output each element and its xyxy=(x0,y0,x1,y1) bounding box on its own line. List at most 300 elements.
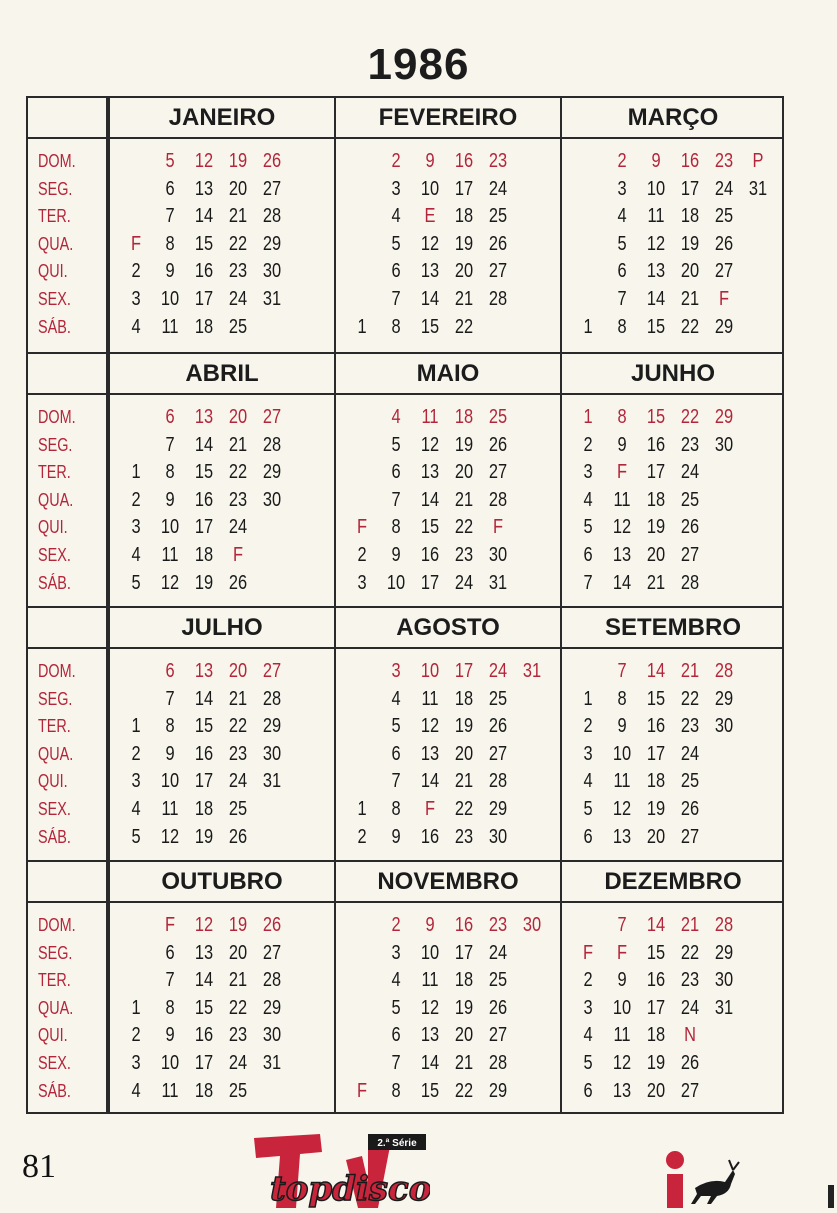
day-cell: 9 xyxy=(391,544,401,566)
day-cell: 3 xyxy=(357,571,367,594)
day-cell: 2 xyxy=(357,544,367,566)
day-cell: 16 xyxy=(646,433,666,456)
day-cell: 4 xyxy=(391,406,401,428)
day-cell: 11 xyxy=(161,544,179,566)
day-cell: 8 xyxy=(391,516,401,539)
day-cell: 28 xyxy=(488,1052,508,1074)
day-cell: 9 xyxy=(165,1024,175,1047)
day-cell: 8 xyxy=(165,232,175,255)
day-cell: 9 xyxy=(617,433,627,456)
day-cell: 7 xyxy=(391,288,401,310)
day-cell: 10 xyxy=(160,288,180,310)
day-cell: 10 xyxy=(420,660,440,682)
weekday-label: SEG. xyxy=(38,942,73,963)
day-cell: 12 xyxy=(420,232,440,255)
day-cell: 10 xyxy=(386,571,406,594)
day-cell: 17 xyxy=(194,288,214,310)
day-cell: 17 xyxy=(194,1052,214,1074)
header-corner xyxy=(28,354,108,393)
day-cell: 1 xyxy=(583,687,593,710)
day-cell: 22 xyxy=(454,798,474,820)
weekday-label: DOM. xyxy=(38,661,76,681)
day-cell: 30 xyxy=(488,544,508,566)
month-março xyxy=(560,98,784,352)
day-cell: 2 xyxy=(617,150,627,172)
calendar-grid xyxy=(26,96,784,1114)
day-cell: 13 xyxy=(646,260,666,283)
day-cell: 6 xyxy=(165,660,175,682)
day-cell: 4 xyxy=(131,315,141,338)
day-cell: 27 xyxy=(488,1024,508,1047)
day-cell: 28 xyxy=(262,433,282,456)
day-cell: 19 xyxy=(228,914,248,936)
day-cell: 15 xyxy=(420,315,440,338)
day-cell: 22 xyxy=(680,941,700,964)
day-cell: 21 xyxy=(680,288,700,310)
day-cell: 29 xyxy=(714,687,734,710)
day-cell: 23 xyxy=(488,914,508,936)
day-cell: 27 xyxy=(680,544,700,566)
day-cell: 22 xyxy=(228,715,248,738)
day-cell: 17 xyxy=(680,177,700,200)
day-cell: 3 xyxy=(391,941,401,964)
day-cell: 26 xyxy=(488,715,508,738)
day-cell: 10 xyxy=(612,742,632,765)
weekday-label: QUI. xyxy=(38,771,68,792)
day-cell: 20 xyxy=(228,941,248,964)
day-cell: 3 xyxy=(583,742,593,765)
weekday-label: SEX. xyxy=(38,545,71,565)
day-cell: 13 xyxy=(420,260,440,283)
day-cell: 13 xyxy=(420,742,440,765)
day-cell: 3 xyxy=(391,177,401,200)
day-cell: 27 xyxy=(714,260,734,283)
month-maio xyxy=(334,354,560,608)
day-cell: 11 xyxy=(647,205,665,228)
tv-mark-label: TV xyxy=(260,1150,262,1151)
day-cell: 25 xyxy=(228,798,248,820)
day-cell: 28 xyxy=(262,205,282,228)
day-cell: 21 xyxy=(454,488,474,511)
day-cell: 28 xyxy=(262,687,282,710)
day-cell: 1 xyxy=(357,315,367,338)
day-cell: 21 xyxy=(228,687,248,710)
weekday-column xyxy=(28,139,108,352)
day-cell: 30 xyxy=(714,715,734,738)
day-cell: 31 xyxy=(748,177,768,200)
day-cell: 13 xyxy=(612,825,632,848)
day-cell: 7 xyxy=(583,571,593,594)
day-cell: 5 xyxy=(583,1052,593,1074)
day-cell: 4 xyxy=(131,798,141,820)
day-cell: 19 xyxy=(454,232,474,255)
day-cell: 2 xyxy=(391,914,401,936)
day-cell: 13 xyxy=(612,1079,632,1102)
weekday-label: TER. xyxy=(38,206,71,227)
day-cell: 16 xyxy=(420,544,440,566)
day-cell: 12 xyxy=(194,914,214,936)
day-cell: 15 xyxy=(646,406,666,428)
day-cell: 23 xyxy=(488,150,508,172)
day-cell: 24 xyxy=(228,288,248,310)
month-name: JANEIRO xyxy=(168,104,276,131)
day-cell: F xyxy=(582,941,594,964)
day-cell: 14 xyxy=(420,488,440,511)
day-cell: 23 xyxy=(680,433,700,456)
day-cell: 18 xyxy=(646,1024,666,1047)
day-cell: 16 xyxy=(454,914,474,936)
quarter-row xyxy=(28,606,782,860)
day-cell: F xyxy=(356,1079,368,1102)
day-cell: 19 xyxy=(454,715,474,738)
weekday-label: SÁB. xyxy=(38,826,71,847)
day-cell: 25 xyxy=(680,770,700,793)
day-cell: 18 xyxy=(194,315,214,338)
day-cell: 12 xyxy=(612,516,632,539)
day-cell: 6 xyxy=(583,1079,593,1102)
day-cell: 26 xyxy=(228,825,248,848)
day-cell: 20 xyxy=(454,461,474,484)
day-cell: 10 xyxy=(160,1052,180,1074)
day-cell: 28 xyxy=(488,770,508,793)
quarter-row xyxy=(28,860,782,1114)
day-cell: 12 xyxy=(420,996,440,1019)
day-cell: 18 xyxy=(646,770,666,793)
weekday-label: QUA. xyxy=(38,233,74,254)
day-cell: 11 xyxy=(161,1079,179,1102)
day-cell: F xyxy=(232,544,244,566)
day-cell: 5 xyxy=(391,433,401,456)
day-cell: 22 xyxy=(228,996,248,1019)
day-cell: 12 xyxy=(646,232,666,255)
weekday-label: DOM. xyxy=(38,151,76,171)
day-cell: 16 xyxy=(420,825,440,848)
day-cell: 16 xyxy=(194,1024,214,1047)
day-cell: 5 xyxy=(131,825,141,848)
day-cell: 9 xyxy=(617,715,627,738)
page-edge-mark xyxy=(828,1185,834,1208)
month-name: ABRIL xyxy=(185,360,259,387)
day-cell: 28 xyxy=(714,660,734,682)
day-cell: 8 xyxy=(617,406,627,428)
day-cell: 9 xyxy=(165,742,175,765)
day-cell: 6 xyxy=(391,260,401,283)
day-cell: 2 xyxy=(131,488,141,511)
day-cell: 7 xyxy=(617,914,627,936)
day-cell: 17 xyxy=(454,941,474,964)
day-cell: 26 xyxy=(488,232,508,255)
day-cell: 26 xyxy=(262,914,282,936)
day-cell: 4 xyxy=(131,544,141,566)
day-cell: 25 xyxy=(488,687,508,710)
weekday-label: SEG. xyxy=(38,688,73,709)
day-cell: 4 xyxy=(583,1024,593,1047)
day-cell: 26 xyxy=(680,798,700,820)
day-cell: 9 xyxy=(651,150,661,172)
weekday-label: QUI. xyxy=(38,1025,68,1046)
day-cell: 21 xyxy=(228,433,248,456)
day-cell: 15 xyxy=(194,996,214,1019)
day-cell: 11 xyxy=(421,406,439,428)
day-cell: 15 xyxy=(420,1079,440,1102)
day-cell: 20 xyxy=(646,825,666,848)
weekday-label: TER. xyxy=(38,970,71,991)
day-cell: 5 xyxy=(131,571,141,594)
month-name: DEZEMBRO xyxy=(604,868,742,895)
day-cell: 10 xyxy=(160,770,180,793)
day-cell: 9 xyxy=(391,825,401,848)
weekday-label: QUI. xyxy=(38,261,68,282)
month-abril xyxy=(108,354,334,608)
day-cell: 25 xyxy=(488,406,508,428)
day-cell: 6 xyxy=(391,742,401,765)
day-cell: 16 xyxy=(646,715,666,738)
day-cell: 7 xyxy=(617,288,627,310)
day-cell: 12 xyxy=(160,571,180,594)
day-cell: 8 xyxy=(165,715,175,738)
day-cell: 20 xyxy=(646,544,666,566)
day-cell: F xyxy=(718,288,730,310)
day-cell: 25 xyxy=(488,205,508,228)
day-cell: 14 xyxy=(646,288,666,310)
day-cell: 29 xyxy=(262,996,282,1019)
day-cell: 30 xyxy=(262,742,282,765)
day-cell: 6 xyxy=(391,461,401,484)
day-cell: 28 xyxy=(488,488,508,511)
weekday-label: TER. xyxy=(38,716,71,737)
day-cell: 5 xyxy=(617,232,627,255)
month-name: JULHO xyxy=(181,614,263,641)
day-cell: 7 xyxy=(391,488,401,511)
day-cell: 5 xyxy=(391,715,401,738)
day-cell: 15 xyxy=(646,315,666,338)
month-name: OUTUBRO xyxy=(161,868,283,895)
day-cell: 18 xyxy=(454,406,474,428)
day-cell: 23 xyxy=(228,742,248,765)
day-cell: F xyxy=(616,461,628,484)
day-cell: 18 xyxy=(194,798,214,820)
quarter-row xyxy=(28,352,782,606)
day-cell: 21 xyxy=(454,288,474,310)
day-cell: 12 xyxy=(420,433,440,456)
day-cell: 4 xyxy=(391,687,401,710)
day-cell: 4 xyxy=(617,205,627,228)
day-cell: 2 xyxy=(583,969,593,992)
day-cell: 19 xyxy=(646,798,666,820)
day-cell: 3 xyxy=(391,660,401,682)
day-cell: 12 xyxy=(194,150,214,172)
day-cell: 20 xyxy=(454,742,474,765)
day-cell: 20 xyxy=(454,260,474,283)
day-cell: 26 xyxy=(680,1052,700,1074)
day-cell: 18 xyxy=(680,205,700,228)
day-cell: F xyxy=(616,941,628,964)
day-cell: 11 xyxy=(613,1024,631,1047)
day-cell: 1 xyxy=(131,996,141,1019)
day-cell: 25 xyxy=(680,488,700,511)
day-cell: 17 xyxy=(646,742,666,765)
day-cell: 2 xyxy=(131,742,141,765)
day-cell: 4 xyxy=(131,1079,141,1102)
day-cell: 30 xyxy=(262,488,282,511)
topdisco-tv-logo xyxy=(250,1130,430,1208)
day-cell: 26 xyxy=(228,571,248,594)
day-cell: 24 xyxy=(488,660,508,682)
day-cell: 7 xyxy=(617,660,627,682)
day-cell: 27 xyxy=(262,660,282,682)
day-cell: 14 xyxy=(420,770,440,793)
day-cell: 12 xyxy=(612,798,632,820)
day-cell: 21 xyxy=(454,1052,474,1074)
day-cell: 29 xyxy=(714,941,734,964)
day-cell: 19 xyxy=(194,825,214,848)
day-cell: 27 xyxy=(262,177,282,200)
weekday-column xyxy=(28,649,108,862)
day-cell: 6 xyxy=(165,406,175,428)
weekday-column xyxy=(28,903,108,1114)
weekday-label: QUA. xyxy=(38,489,74,510)
day-cell: 31 xyxy=(714,996,734,1019)
month-fevereiro xyxy=(334,98,560,352)
day-cell: 9 xyxy=(425,150,435,172)
day-cell: 23 xyxy=(454,825,474,848)
day-cell: 6 xyxy=(165,941,175,964)
day-cell: 23 xyxy=(228,260,248,283)
day-cell: 28 xyxy=(714,914,734,936)
day-cell: 3 xyxy=(131,288,141,310)
header-corner xyxy=(28,98,108,137)
day-cell: 4 xyxy=(583,770,593,793)
day-cell: 20 xyxy=(454,1024,474,1047)
day-cell: 15 xyxy=(194,461,214,484)
day-cell: 19 xyxy=(228,150,248,172)
day-cell: 13 xyxy=(420,461,440,484)
brand-label: topdisco xyxy=(270,1169,430,1208)
day-cell: 22 xyxy=(680,406,700,428)
month-name: MARÇO xyxy=(627,104,719,131)
day-cell: 10 xyxy=(160,516,180,539)
month-dezembro xyxy=(560,862,784,1114)
day-cell: 1 xyxy=(131,715,141,738)
day-cell: 30 xyxy=(488,825,508,848)
day-cell: 5 xyxy=(391,996,401,1019)
day-cell: 29 xyxy=(262,461,282,484)
day-cell: 6 xyxy=(583,825,593,848)
day-cell: 28 xyxy=(680,571,700,594)
day-cell: 31 xyxy=(262,770,282,793)
day-cell: 2 xyxy=(131,1024,141,1047)
day-cell: 16 xyxy=(194,488,214,511)
day-cell: 7 xyxy=(165,969,175,992)
day-cell: 26 xyxy=(488,996,508,1019)
day-cell: 29 xyxy=(714,406,734,428)
day-cell: 27 xyxy=(262,941,282,964)
day-cell: F xyxy=(492,516,504,539)
day-cell: 9 xyxy=(425,914,435,936)
day-cell: 2 xyxy=(357,825,367,848)
day-cell: 27 xyxy=(488,260,508,283)
day-cell: 6 xyxy=(165,177,175,200)
day-cell: 20 xyxy=(228,177,248,200)
day-cell: 15 xyxy=(194,232,214,255)
day-cell: 26 xyxy=(488,433,508,456)
day-cell: 27 xyxy=(680,1079,700,1102)
weekday-label: DOM. xyxy=(38,915,76,935)
day-cell: 23 xyxy=(228,1024,248,1047)
day-cell: 23 xyxy=(454,544,474,566)
day-cell: 6 xyxy=(583,544,593,566)
day-cell: 17 xyxy=(420,571,440,594)
day-cell: 23 xyxy=(228,488,248,511)
day-cell: 24 xyxy=(680,996,700,1019)
day-cell: 13 xyxy=(194,941,214,964)
day-cell: 8 xyxy=(391,315,401,338)
day-cell: 4 xyxy=(583,488,593,511)
weekday-column xyxy=(28,395,108,608)
day-cell: 5 xyxy=(583,798,593,820)
day-cell: 30 xyxy=(714,433,734,456)
day-cell: 15 xyxy=(646,941,666,964)
day-cell: F xyxy=(164,914,176,936)
month-junho xyxy=(560,354,784,608)
day-cell: 27 xyxy=(488,461,508,484)
day-cell: 23 xyxy=(680,715,700,738)
day-cell: 29 xyxy=(262,232,282,255)
day-cell: 22 xyxy=(454,516,474,539)
day-cell: 28 xyxy=(262,969,282,992)
day-cell: F xyxy=(356,516,368,539)
day-cell: 17 xyxy=(194,516,214,539)
day-cell: 24 xyxy=(488,177,508,200)
day-cell: 4 xyxy=(391,205,401,228)
day-cell: 24 xyxy=(228,516,248,539)
day-cell: 16 xyxy=(680,150,700,172)
month-janeiro xyxy=(108,98,334,352)
day-cell: 15 xyxy=(420,516,440,539)
month-outubro xyxy=(108,862,334,1114)
day-cell: 26 xyxy=(714,232,734,255)
day-cell: 13 xyxy=(194,177,214,200)
day-cell: 19 xyxy=(646,516,666,539)
day-cell: 18 xyxy=(454,205,474,228)
day-cell: 31 xyxy=(262,1052,282,1074)
day-cell: 19 xyxy=(646,1052,666,1074)
month-julho xyxy=(108,608,334,862)
day-cell: 21 xyxy=(454,770,474,793)
day-cell: 14 xyxy=(420,1052,440,1074)
day-cell: 8 xyxy=(165,996,175,1019)
day-cell: 19 xyxy=(680,232,700,255)
day-cell: 18 xyxy=(454,687,474,710)
month-name: AGOSTO xyxy=(396,614,500,641)
day-cell: 20 xyxy=(680,260,700,283)
weekday-label: TER. xyxy=(38,462,71,483)
day-cell: 5 xyxy=(165,150,175,172)
day-cell: 15 xyxy=(194,715,214,738)
day-cell: 22 xyxy=(228,232,248,255)
month-setembro xyxy=(560,608,784,862)
month-name: FEVEREIRO xyxy=(378,104,518,131)
day-cell: 1 xyxy=(357,798,367,820)
day-cell: 8 xyxy=(617,687,627,710)
weekday-label: DOM. xyxy=(38,407,76,427)
weekday-label: QUA. xyxy=(38,743,74,764)
calendar-year: 1986 xyxy=(367,40,470,89)
day-cell: 21 xyxy=(228,969,248,992)
day-cell: 2 xyxy=(391,150,401,172)
day-cell: 12 xyxy=(420,715,440,738)
day-cell: 14 xyxy=(612,571,632,594)
